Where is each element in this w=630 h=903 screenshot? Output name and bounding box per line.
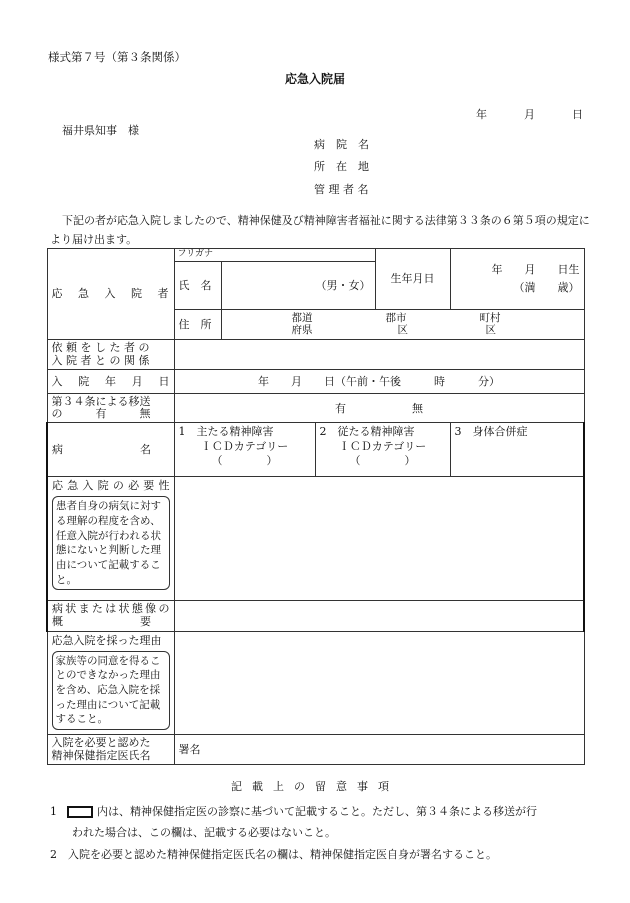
note-2: 2 入院を必要と認めた精神保健指定医氏名の欄は、精神保健指定医自身が署名すること。 [50, 848, 497, 861]
sex-selector[interactable]: （男・女） [315, 278, 371, 292]
symptom-label-line2: 概 要 [52, 615, 151, 629]
relation-label [47, 340, 174, 370]
form-number: 様式第７号（第３条関係） [48, 50, 186, 64]
name-label: 氏 名 [174, 262, 221, 310]
doctor-label-line1: 入院を必要と認めた [51, 735, 151, 749]
notes-title: 記載上の留意事項 [231, 780, 399, 793]
hospital-name-label: 病 院 名 [314, 138, 369, 151]
pref-top-label: 都道 [291, 311, 313, 324]
patient-label: 応 急 入 院 者 [47, 249, 174, 340]
location-label: 所 在 地 [314, 160, 369, 173]
disease-sub-icd-paren: （ ） [349, 454, 416, 468]
address-field[interactable] [221, 310, 584, 340]
note-1 [50, 805, 537, 819]
doctor-label [47, 734, 174, 764]
transfer-label-line1: 第３４条による移送 [51, 395, 151, 409]
reason-label: 応急入院を採った理由 [51, 633, 162, 647]
disease-sub-field[interactable] [315, 423, 450, 477]
date-line [476, 108, 583, 122]
admission-date-label: 入 院 年 月 日 [47, 370, 174, 394]
doctor-signature-field[interactable] [174, 734, 584, 764]
dob-value: 年 月 日生 [491, 263, 580, 277]
signature-label: 署名 [178, 742, 201, 756]
city-bottom-label: 区 [397, 323, 408, 336]
disease-main-label: 1 主たる精神障害 [178, 425, 274, 439]
name-field[interactable] [221, 262, 375, 310]
disease-physical-field[interactable] [450, 423, 584, 477]
reason-field[interactable] [174, 631, 584, 734]
transfer-field[interactable] [174, 394, 584, 423]
disease-main-icd-paren: （ ） [211, 454, 278, 468]
necessity-cell [47, 477, 174, 601]
dob-label: 生年月日 [375, 249, 450, 310]
thick-frame-icon [67, 806, 93, 818]
pref-bottom-label: 府県 [291, 323, 313, 336]
disease-main-field[interactable] [174, 423, 315, 477]
note-1-continued: われた場合は、この欄は、記載する必要はないこと。 [72, 826, 336, 839]
necessity-label: 応急入院の必要性 [52, 479, 170, 493]
disease-label: 病 名 [47, 423, 174, 477]
symptom-label [47, 601, 174, 631]
note-1-number: 1 [50, 805, 57, 818]
relation-label-line2: 入 院 者 と の 関 係 [51, 353, 150, 367]
city-top-label: 郡市 [385, 311, 407, 324]
dob-field[interactable] [450, 249, 584, 310]
furigana-field[interactable] [174, 249, 375, 262]
date-day-label: 日 [572, 108, 583, 121]
notification-table [46, 248, 585, 765]
symptom-field[interactable] [174, 601, 584, 631]
disease-sub-label: 2 従たる精神障害 [319, 425, 415, 439]
furigana-label: フリガナ [177, 249, 214, 260]
document-title: 応急入院届 [284, 72, 345, 86]
transfer-label [47, 394, 174, 423]
disease-physical-label: 3 身体合併症 [454, 425, 528, 439]
intro-text: 下記の者が応急入院しましたので、精神保健及び精神障害者福祉に関する法律第３３条の６第５項の規定により届け出ます。 [50, 214, 590, 246]
doctor-label-line2: 精神保健指定医氏名 [51, 748, 151, 762]
address-label: 住 所 [174, 310, 221, 340]
town-top-label: 町村 [479, 311, 501, 324]
note-1-text: 内は、精神保健指定医の診察に基づいて記載すること。ただし、第３４条による移送が行 [97, 805, 537, 818]
disease-main-icd: ＩＣＤカテゴリー [200, 439, 289, 453]
reason-note: 家族等の同意を得ることのできなかった理由を含め、応急入院を採った理由について記載すること。 [52, 651, 170, 730]
town-bottom-label: 区 [485, 323, 496, 336]
symptom-label-line1: 病状または状態像の [52, 602, 170, 616]
age-value: （満 歳） [513, 281, 580, 294]
disease-sub-icd: ＩＣＤカテゴリー [338, 439, 427, 453]
date-month-label: 月 [524, 108, 535, 121]
admission-date-value: 年 月 日（午前・午後 時 分） [258, 374, 500, 388]
admission-date-field[interactable] [174, 370, 584, 394]
date-year-label: 年 [476, 108, 487, 121]
transfer-label-line2: の 有 無 [51, 407, 151, 421]
necessity-field[interactable] [174, 477, 584, 601]
recipient: 福井県知事 様 [62, 124, 139, 137]
transfer-value: 有 無 [335, 401, 423, 415]
relation-field[interactable] [174, 340, 584, 370]
reason-cell [47, 631, 174, 734]
manager-label: 管 理 者 名 [314, 183, 369, 196]
necessity-note: 患者自身の病気に対する理解の程度を含め、任意入院が行われる状態にないと判断した理由について記載すること。 [52, 496, 170, 590]
relation-label-line1: 依 頼 を し た 者 の [51, 341, 150, 354]
